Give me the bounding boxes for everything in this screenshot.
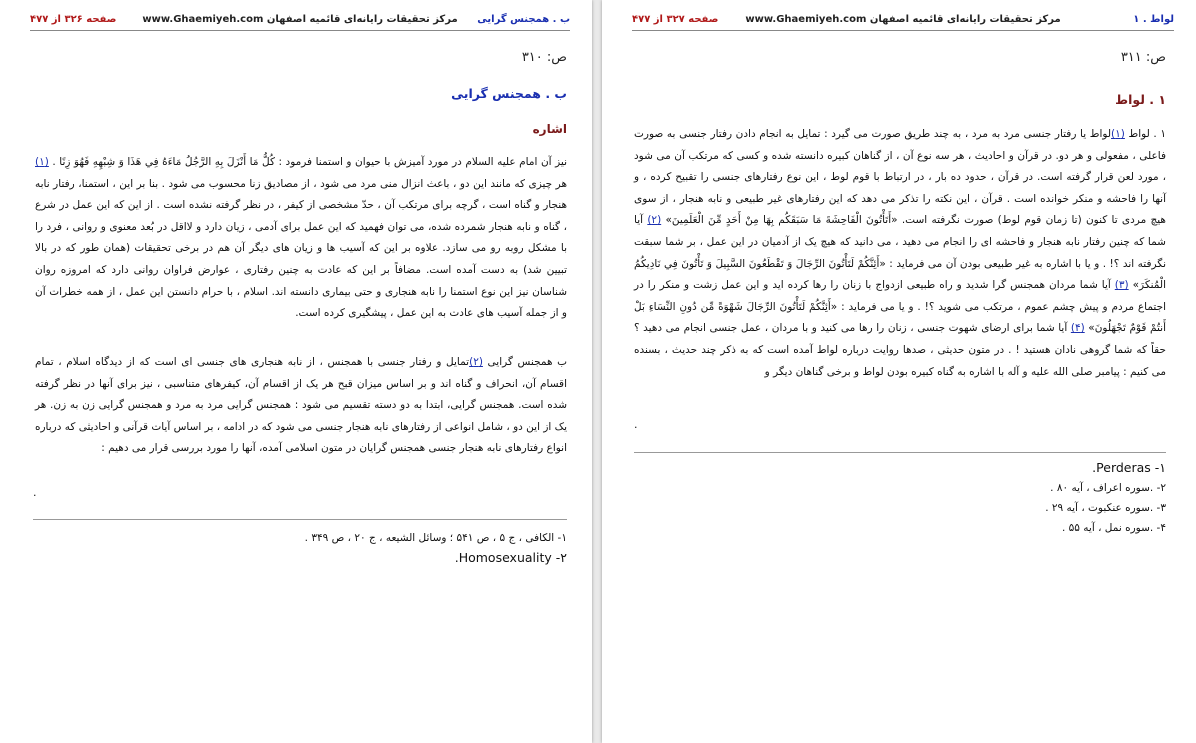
page-right [602,0,1196,743]
paragraph-end-mark: . [33,486,37,499]
header-page-counter: صفحه ۳۲۷ از ۴۷۷ [632,14,719,25]
footnote-item: ۴- .سوره نمل ، آیه ۵۵ . [1061,522,1166,534]
footnote-list [305,528,567,568]
footnote-item: ۳- .سوره عنکبوت ، آیه ۲۹ . [1045,502,1166,514]
page-header [30,12,570,28]
footnote-link[interactable]: (۳) [1114,279,1129,292]
paragraph [35,152,567,325]
paragraph-text: ب همجنس گرایی [482,356,567,368]
paragraph [634,124,1166,383]
paragraph-text: نیز آن امام علیه السلام در مورد آمیزش با حیوان و استمنا فرمود : كُلُّ مَا أَنْزَلَ بِهِ الرَّجُلُ مَاءَهُ فِي هَذَا وَ شِبْهِهِ فَهُوَ زِنًا . [48,156,567,168]
header-divider [632,30,1174,31]
footnote-link[interactable]: (۲) [469,356,483,368]
footnote-item: ۱- Perderas. [1092,460,1166,475]
section-title: ۱ . لواط [1115,92,1166,107]
footnote-link[interactable]: (۱) [35,156,49,168]
footnote-divider [33,519,567,520]
header-section-title: ۱ . لواط [1133,14,1174,25]
section-title: ب . همجنس گرایی [451,86,567,101]
paragraph-text: آیا شما برای ارضای شهوت جنسی ، زنان را رها می کنید و با مردان ، عمل جنسی انجام می دهید ؟ حقاً که شما گروهی نادان هستید ! . در متون حدیثی ، صدها روایت درباره لواط آمده است که به ذکر چند حدیث ، بسنده می کنیم : پیامبر صلی الله علیه و آله با اشاره به گناه کبیره بودن لواط و برخی گناهان دیگر و [634,322,1166,378]
paragraph-text: آیا شما مردان همجنس گرا شدید و راه طبیعی ازدواج با زنان را رها کرده اید و این عمل زشت و منکر را در اجتماع مردم و پیش چشم عموم ، مرتکب می شوید ؟! . و یا می فرماید : «أَئِنَّكُمْ لَتَأْتُونَ الرِّجَالَ شَهْوَةً مِّن دُونِ النِّسَاءِ بَلْ أَنتُمْ قَوْمٌ تَجْهَلُونَ» [634,279,1166,335]
header-site-name[interactable]: مرکز تحقیقات رایانه‌ای قائمیه اصفهان www.Ghaemiyeh.com [142,14,458,25]
page-header [632,12,1174,28]
header-page-counter: صفحه ۳۲۶ از ۴۷۷ [30,14,117,25]
page-reference: ص: ۳۱۰ [521,50,567,65]
page-reference: ص: ۳۱۱ [1120,50,1166,65]
paragraph-text: ۱ . لواط [1124,128,1166,140]
header-site-name[interactable]: مرکز تحقیقات رایانه‌ای قائمیه اصفهان www.Ghaemiyeh.com [745,14,1061,25]
footnote-link[interactable]: (۱) [1111,128,1125,140]
paragraph-text: هر چیزی که مانند این دو ، باعث انزال منی مرد می شود ، از مصادیق زنا محسوب می شود . بنا بر این ، استمنا، رفتار نابه هنجار و گناه است ، گرچه برای مرتکب آن ، حدّ مشخصی از کیفر ، در نظر گرفته نشده است . از این که این عمل در شرع ، گناه و نابه هنجار شمرده شده، می توان فهمید که این عمل برای آدمی ، زیان دارد و لااقل در بُعد معنوی و روانی ، فرد را با مشکل روبه رو می سازد. علاوه بر این که آسیب ها و زیان های دیگر آن هم در برخی تحقیقات (همان طور که در بالا تبیین شد) به دست آمده است. مضافاً بر این که عادت به چنین رفتاری ، عوارض فراوان روانی دارد که امروزه روان شناسان نیز این نوع استمنا را نابه هنجاری و حتی بیماری دانسته اند. اسلام ، با حرام دانستن این عمل ، از همه خطرات آن و از جمله آسیب های عادت به این عمل ، پیشگیری کرده است. [35,177,567,320]
footnote-item: ۲- .سوره اعراف ، آیه ۸۰ . [1050,482,1166,494]
header-divider [30,30,570,31]
footnote-list [1045,458,1166,538]
footnote-link[interactable]: (۲) [647,214,662,227]
footnote-divider [634,452,1166,453]
header-section-title: ب . همجنس گرایی [477,14,570,25]
page-left [0,0,592,743]
subtitle: اشاره [532,122,567,136]
paragraph-text: آیا شما که چنین رفتار نابه هنجار و فاحشه ای را انجام می دهید ، می دانید که هیچ یک از آدمیان در این عمل ، بر شما سبقت نگرفته اند ؟! . و یا با اشاره به غیر طبیعی بودن آن می فرماید : «أَئِنَّكُمْ لَتَأْتُونَ الرِّجَالَ وَ تَقْطَعُونَ السَّبِيلَ وَ تَأْتُونَ فِي نَادِيكُمُ الْمُنكَرَ» [634,214,1166,292]
paragraph-end-mark: . [634,418,638,431]
paragraph [35,352,567,460]
paragraph-text: تمایل و رفتار جنسی با همجنس ، از نابه هنجاری های جنسی ای است که از دیدگاه اسلام ، تمام اقسام آن، انحراف و گناه اند و بر اساس میزان قبح هر یک از اقسام آن، کیفرهای متناسبی ، نیز برای آنها در نظر گرفته شده است. همجنس گرایی، ابتدا به دو دسته تقسیم می شود : همجنس گرایی مرد به مرد و همجنس گرایی زن به زن. هر یک از این دو ، شامل انواعی از رفتارهای نابه هنجار جنسی می شود که در ادامه ، بر اساس آیات قرآنی و احادیثی که درباره انواع رفتارهای نابه هنجار جنسی همجنس گرایان در متون اسلامی آمده، آنها را مورد بررسی قرار می دهیم : [34,356,567,455]
footnote-link[interactable]: (۴) [1070,322,1085,335]
footnote-item: ۲- Homosexuality. [454,550,567,565]
paragraph-text: لواط یا رفتار جنسی مرد به مرد ، به چند طریق صورت می گیرد : تمایل به انجام دادن رفتار جنسی به صورت فاعلی ، مفعولی و هر دو. در قرآن و احادیث ، هر سه نوع آن ، از گناهان کبیره دانسته شده و کسی که مرتکب آن می شود ، مورد لعن قرار گرفته است. در قرآن ، حدود ده بار ، در ارتباط با قوم لوط ، این نوع رفتارهای جنسی را تقبیح کرده ، و آنها را فاحشه و منکر خوانده است . قرآن ، این نکته را تذکر می دهد که این رفتارهای غیر طبیعی و نابه هنجار ، از سوی هیچ مردی تا کنون (تا زمان قوم لوط) صورت نگرفته است. «أَتَأْتُونَ الْفَاحِشَةَ مَا سَبَقَكُم بِهَا مِنْ أَحَدٍ مِّنَ الْعَلَمِينَ» [634,128,1166,227]
footnote-item: ۱- الکافی ، ج ۵ ، ص ۵۴۱ ؛ وسائل الشیعه ، ج ۲۰ ، ص ۳۴۹ . [304,532,567,544]
